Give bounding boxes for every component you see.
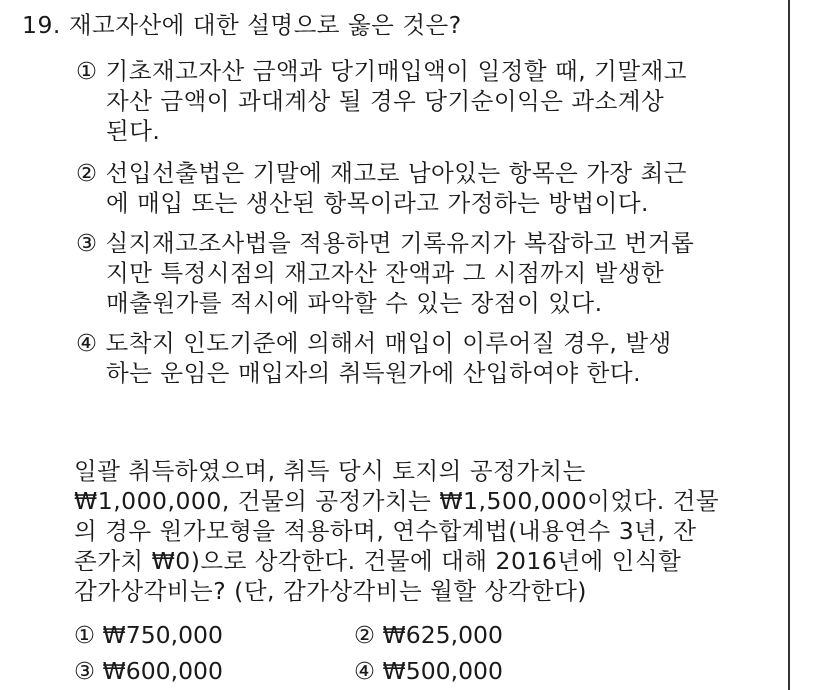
option-line: 지만 특정시점의 재고자산 잔액과 그 시점까지 발생한 [106,259,665,287]
question-20-line: 일괄 취득하였으며, 취득 당시 토지의 공정가치는 [74,457,586,485]
question-20-option-3: ③ ₩600,000 [74,657,223,685]
option-line: ① 기초재고자산 금액과 당기매입액이 일정할 때, 기말재고 [76,57,687,85]
option-line: ④ 도착지 인도기준에 의해서 매입이 이루어질 경우, 발생 [76,329,672,357]
question-20-line: ₩1,000,000, 건물의 공정가치는 ₩1,500,000이었다. 건물 [74,487,720,515]
page-divider-line [788,0,790,690]
question-20-line: 감가상각비는? (단, 감가상각비는 월할 상각한다) [74,577,587,605]
question-20-options-row-2 [74,656,634,686]
option-line: 자산 금액이 과대계상 될 경우 당기순이익은 과소계상 [106,87,665,115]
option-line: 된다. [106,117,161,145]
question-19-stem: 19. 재고자산에 대한 설명으로 옳은 것은? [22,11,462,39]
option-line: 매출원가를 적시에 파악할 수 있는 장점이 있다. [106,289,603,317]
question-20-option-1: ① ₩750,000 [74,621,223,649]
question-20-option-4: ④ ₩500,000 [354,657,503,685]
question-20-options-row-1 [74,620,634,650]
option-line: 하는 운임은 매입자의 취득원가에 산입하여야 한다. [106,359,642,387]
option-line: ② 선입선출법은 기말에 재고로 남아있는 항목은 가장 최근 [76,159,687,187]
option-line: ③ 실지재고조사법을 적용하면 기록유지가 복잡하고 번거롭 [76,229,695,257]
option-line: 에 매입 또는 생산된 항목이라고 가정하는 방법이다. [106,189,650,217]
question-20-line: 존가치 ₩0)으로 상각한다. 건물에 대해 2016년에 인식할 [74,547,682,575]
question-20-option-2: ② ₩625,000 [354,621,503,649]
question-20-line: 의 경우 원가모형을 적용하며, 연수합계법(내용연수 3년, 잔 [74,517,697,545]
